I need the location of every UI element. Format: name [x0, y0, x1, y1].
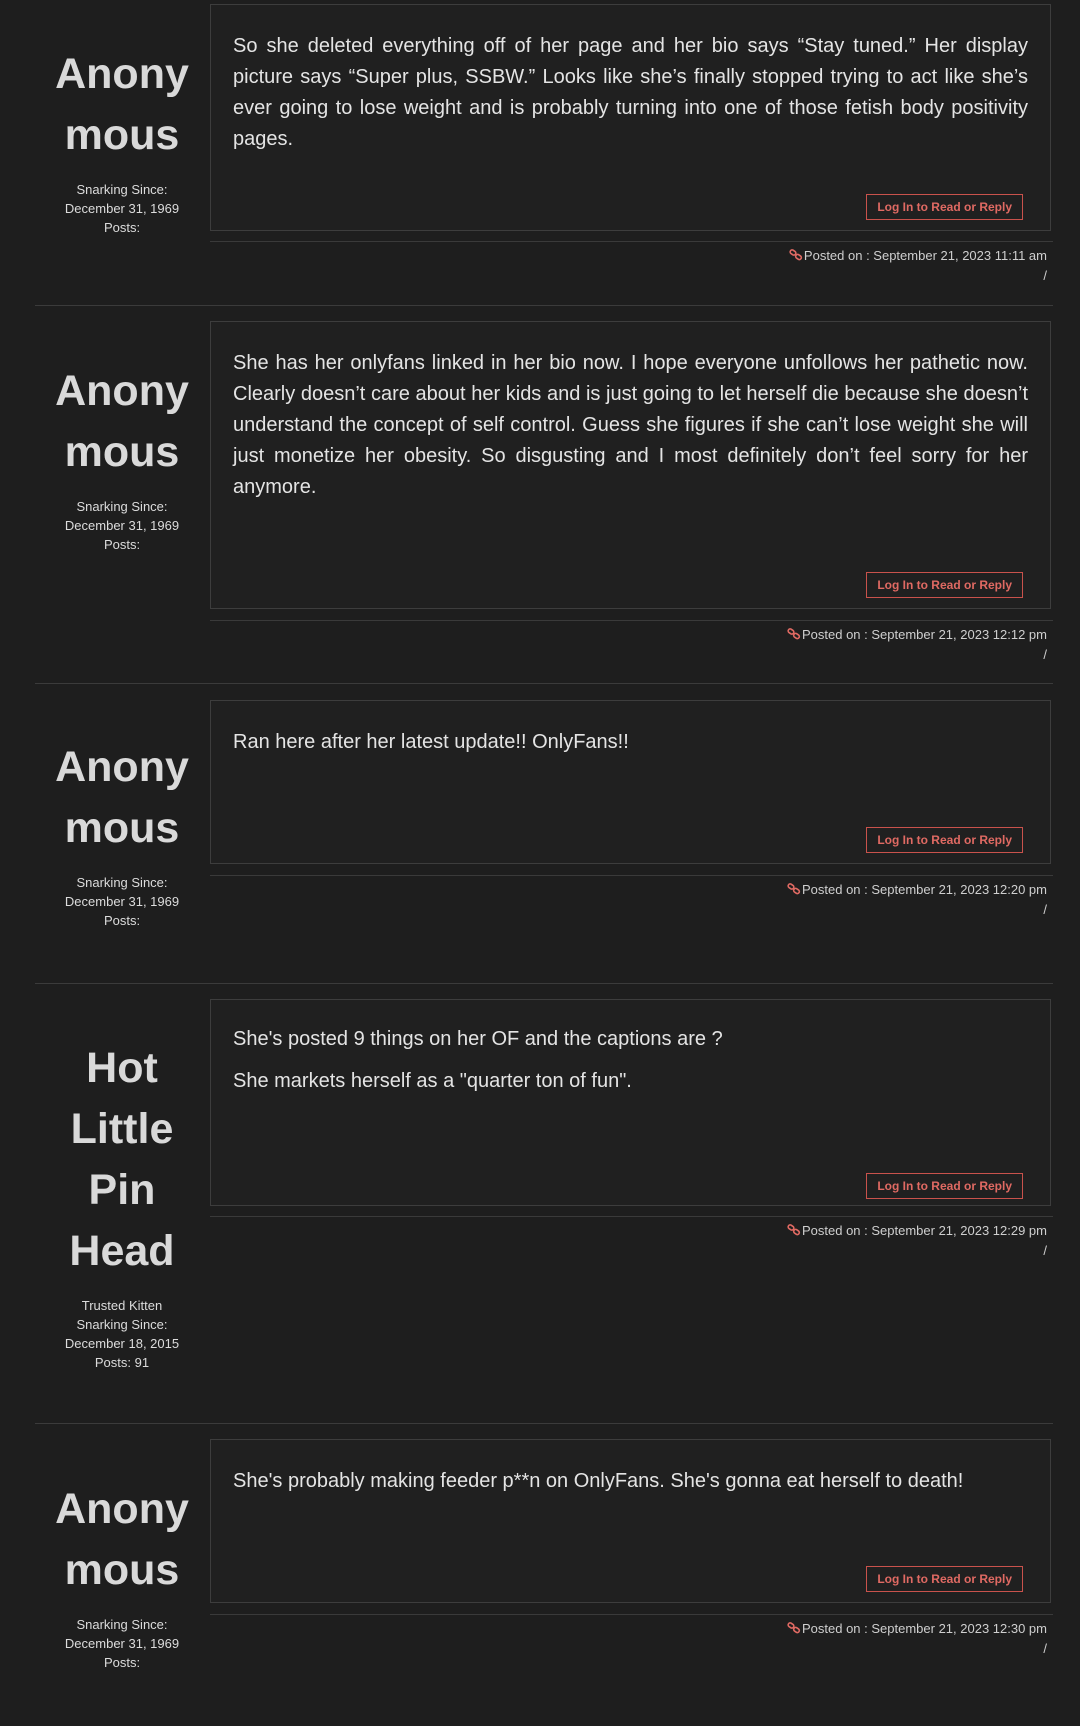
post-content	[210, 999, 1051, 1206]
link-icon[interactable]	[787, 1222, 801, 1234]
posted-on[interactable]: Posted on : September 21, 2023 12:20 pm	[801, 882, 1047, 897]
post-body	[233, 31, 1028, 166]
post-separator	[35, 983, 1053, 984]
link-icon[interactable]	[787, 1620, 801, 1632]
link-icon[interactable]	[787, 881, 801, 893]
login-reply-button[interactable]: Log In to Read or Reply	[866, 572, 1023, 598]
author-block	[35, 44, 209, 237]
snarking-since-label: Snarking Since:	[76, 499, 168, 514]
post-paragraph: Ran here after her latest update!! OnlyFans!!	[233, 731, 629, 753]
author-name[interactable]: Hot Little Pin Head	[69, 1044, 175, 1275]
author-name[interactable]: Anonymous	[55, 367, 189, 476]
post-paragraph: She has her onlyfans linked in her bio now. I hope everyone unfollows her pathetic now. Clearly doesn’t care about her kids and is just going to let herself die because she doesn’t understand the concept of self control. Guess she figures if she can’t lose weight she will just monetize her obesity. So disgusting and I most definitely don’t feel sorry for her anymore.	[233, 352, 1028, 498]
post-separator	[35, 305, 1053, 306]
breadcrumb-slash: /	[1043, 1243, 1047, 1258]
post-content	[210, 4, 1051, 231]
author-meta	[35, 1296, 209, 1372]
author-meta	[35, 497, 209, 554]
post-body	[233, 348, 1028, 514]
post-meta	[787, 1221, 1047, 1261]
breadcrumb-slash: /	[1043, 1641, 1047, 1656]
post-count: Posts:	[103, 220, 141, 235]
author-name[interactable]: Anonymous	[55, 743, 189, 852]
snarking-since-label: Snarking Since:	[76, 1317, 168, 1332]
divider	[210, 241, 1053, 242]
author-name[interactable]: Anonymous	[55, 50, 189, 159]
post-content	[210, 1439, 1051, 1603]
author-block	[35, 361, 209, 554]
snarking-since-label: Snarking Since:	[76, 875, 168, 890]
breadcrumb-slash: /	[1043, 647, 1047, 662]
post-meta	[789, 246, 1047, 286]
posted-on[interactable]: Posted on : September 21, 2023 12:29 pm	[801, 1223, 1047, 1238]
post-count: Posts:	[103, 1655, 141, 1670]
snarking-since-date: December 31, 1969	[64, 894, 180, 909]
divider	[210, 1216, 1053, 1217]
post-meta	[787, 880, 1047, 920]
post-content	[210, 700, 1051, 864]
post-separator	[35, 1423, 1053, 1424]
snarking-since-date: December 18, 2015	[64, 1336, 180, 1351]
post	[35, 994, 1053, 1414]
divider	[210, 1614, 1053, 1615]
link-icon[interactable]	[789, 247, 803, 259]
author-meta	[35, 1615, 209, 1672]
snarking-since-label: Snarking Since:	[76, 182, 168, 197]
posted-on[interactable]: Posted on : September 21, 2023 11:11 am	[803, 248, 1047, 263]
post-content	[210, 321, 1051, 609]
post	[35, 316, 1053, 676]
post-paragraph: So she deleted everything off of her page and her bio says “Stay tuned.” Her display picture says “Super plus, SSBW.” Looks like she’s finally stopped trying to act like she’s ever going to lose weight and is probably turning into one of those fetish body positivity pages.	[233, 35, 1028, 150]
post-count: Posts:	[103, 537, 141, 552]
user-rank: Trusted Kitten	[81, 1298, 163, 1313]
divider	[210, 620, 1053, 621]
post-body	[233, 727, 1028, 769]
post	[35, 0, 1053, 300]
post-meta	[787, 1619, 1047, 1659]
author-block	[35, 737, 209, 930]
divider	[210, 875, 1053, 876]
post-paragraph: She markets herself as a "quarter ton of fun".	[233, 1070, 632, 1092]
posted-on[interactable]: Posted on : September 21, 2023 12:12 pm	[801, 627, 1047, 642]
login-reply-button[interactable]: Log In to Read or Reply	[866, 1173, 1023, 1199]
post-separator	[35, 683, 1053, 684]
post-body	[233, 1024, 1028, 1108]
author-block	[35, 1479, 209, 1672]
snarking-since-date: December 31, 1969	[64, 201, 180, 216]
post-body	[233, 1466, 1028, 1508]
link-icon[interactable]	[787, 626, 801, 638]
posted-on[interactable]: Posted on : September 21, 2023 12:30 pm	[801, 1621, 1047, 1636]
post-paragraph: She's posted 9 things on her OF and the captions are ?	[233, 1028, 723, 1050]
post-paragraph: She's probably making feeder p**n on OnlyFans. She's gonna eat herself to death!	[233, 1470, 964, 1492]
snarking-since-label: Snarking Since:	[76, 1617, 168, 1632]
snarking-since-date: December 31, 1969	[64, 1636, 180, 1651]
post-count: Posts:	[103, 913, 141, 928]
author-block	[35, 1038, 209, 1372]
login-reply-button[interactable]: Log In to Read or Reply	[866, 827, 1023, 853]
post	[35, 694, 1053, 964]
snarking-since-date: December 31, 1969	[64, 518, 180, 533]
post-count: Posts: 91	[94, 1355, 150, 1370]
author-name[interactable]: Anonymous	[55, 1485, 189, 1594]
login-reply-button[interactable]: Log In to Read or Reply	[866, 1566, 1023, 1592]
post	[35, 1434, 1053, 1724]
author-meta	[35, 180, 209, 237]
login-reply-button[interactable]: Log In to Read or Reply	[866, 194, 1023, 220]
post-meta	[787, 625, 1047, 665]
author-meta	[35, 873, 209, 930]
breadcrumb-slash: /	[1043, 902, 1047, 917]
breadcrumb-slash: /	[1043, 268, 1047, 283]
